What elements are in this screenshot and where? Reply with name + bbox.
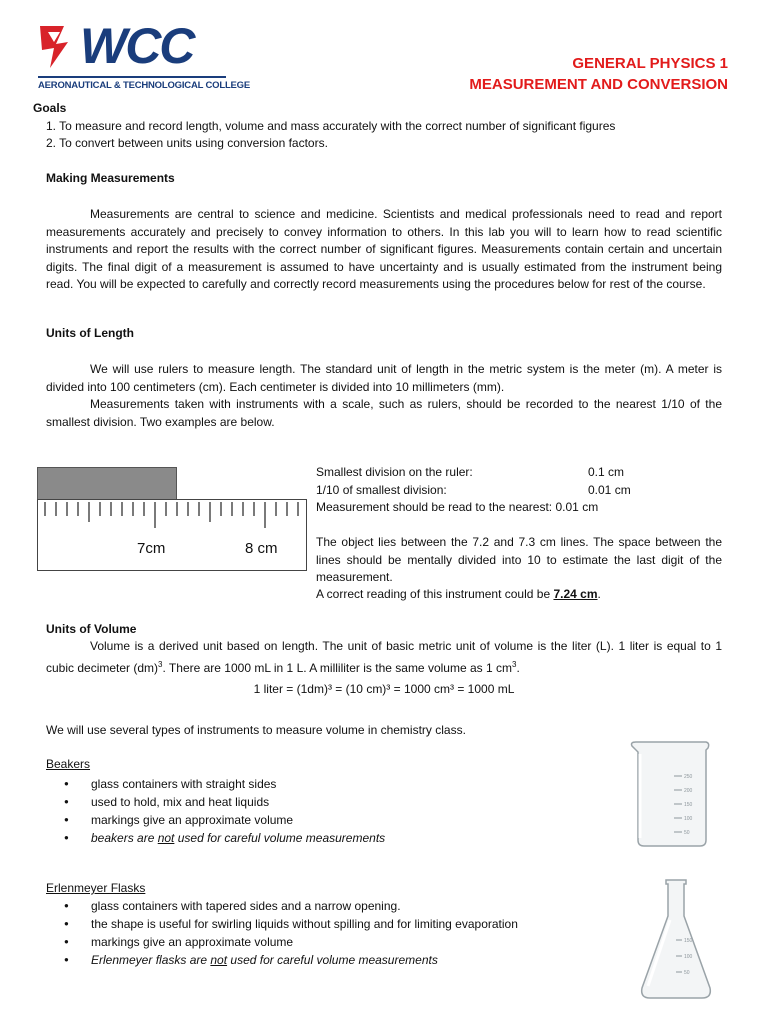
ruler-info-label-2: 1/10 of smallest division: bbox=[316, 483, 447, 497]
length-para-2: Measurements taken with instruments with a scale, such as rulers, should be recorded to the nearest 1/10 of the smallest division. Two examples are below. bbox=[46, 397, 722, 429]
page-title bbox=[469, 53, 728, 95]
svg-text:250: 250 bbox=[684, 774, 693, 780]
college-logo bbox=[38, 18, 251, 95]
flasks-heading: Erlenmeyer Flasks bbox=[46, 881, 146, 895]
beakers-heading: Beakers bbox=[46, 757, 91, 771]
ruler-figure bbox=[37, 467, 307, 572]
measured-object bbox=[37, 467, 177, 501]
making-heading: Making Measurements bbox=[46, 171, 175, 185]
svg-text:200: 200 bbox=[684, 788, 693, 794]
reading-value: 7.24 cm bbox=[553, 587, 598, 601]
ruler-reading: A correct reading of this instrument could be 7.24 cm. bbox=[316, 587, 601, 601]
goal-item-1: 1. To measure and record length, volume and mass accurately with the correct number of significant figures bbox=[46, 119, 616, 133]
volume-heading: Units of Volume bbox=[46, 622, 137, 636]
length-para-1: We will use rulers to measure length. The standard unit of length in the metric system is the meter (m). A meter is divided into 100 centimeters (cm). Each centimeter is divided into 10 millimeters (mm). bbox=[46, 362, 722, 394]
ruler-explanation: The object lies between the 7.2 and 7.3 cm lines. The space between the lines should be mentally divided into 10 to estimate the last digit of the measurement. bbox=[316, 535, 722, 584]
list-item: ● the shape is useful for swirling liquids without spilling and for limiting evaporation bbox=[46, 915, 606, 933]
svg-text:100: 100 bbox=[684, 816, 693, 822]
beaker-image bbox=[626, 740, 716, 850]
volume-paragraph: Volume is a derived unit based on length. The unit of basic metric unit of volume is the liter (L). 1 liter is equal to 1 cubic decimeter (dm)$^3$. There are 1000 mL in 1 L. A milliliter is the same volume as 1 $cm^3$. bbox=[46, 639, 722, 675]
svg-text:150: 150 bbox=[684, 802, 693, 808]
ruler-info-value-3: 0.01 cm bbox=[555, 500, 599, 514]
list-item: ● glass containers with tapered sides and a narrow opening. bbox=[46, 897, 606, 915]
length-heading: Units of Length bbox=[46, 326, 134, 340]
logo-bird-icon bbox=[38, 22, 80, 70]
list-item: ● beakers are not used for careful volume measurements bbox=[46, 829, 586, 847]
goals-heading: Goals bbox=[33, 101, 67, 115]
ruler-label-7cm: 7cm bbox=[137, 540, 166, 557]
volume-instruments-intro: We will use several types of instruments to measure volume in chemistry class. bbox=[46, 723, 466, 737]
flasks-list bbox=[46, 897, 606, 969]
ruler-info-value-2: 0.01 cm bbox=[588, 483, 631, 497]
ruler-label-8cm: 8 cm bbox=[245, 540, 278, 557]
ruler-info-value-1: 0.1 cm bbox=[588, 465, 625, 479]
logo-wordmark: WCC bbox=[80, 18, 194, 74]
ruler-info-label-1: Smallest division on the ruler: bbox=[316, 465, 473, 479]
list-item: ● markings give an approximate volume bbox=[46, 811, 586, 829]
goal-item-2: 2. To convert between units using conversion factors. bbox=[46, 136, 328, 150]
title-line-1: GENERAL PHYSICS 1 bbox=[572, 55, 728, 72]
svg-text:100: 100 bbox=[684, 954, 693, 960]
list-item: ● markings give an approximate volume bbox=[46, 933, 606, 951]
making-paragraph: Measurements are central to science and medicine. Scientists and medical professionals need to read and report measurements accurately and precisely to convey information to others. In this lab you will to learn how to read scientific instruments and report the results with the correct number of significant figures. Measurements contain certain and uncertain digits. The final digit of a measurement is assumed to have uncertainty and is usually estimated from the instrument being read. You will be expected to carefully and correctly record measurements using the procedures below for rest of the course. bbox=[46, 207, 722, 291]
svg-text:150: 150 bbox=[684, 938, 693, 944]
list-item: ● used to hold, mix and heat liquids bbox=[46, 793, 586, 811]
ruler-info-label-3: Measurement should be read to the nearest: 0.01 cm bbox=[316, 500, 599, 514]
svg-text:50: 50 bbox=[684, 830, 690, 836]
list-item: ● glass containers with straight sides bbox=[46, 775, 586, 793]
logo-subtitle: AERONAUTICAL & TECHNOLOGICAL COLLEGE bbox=[38, 80, 251, 91]
title-line-2: MEASUREMENT AND CONVERSION bbox=[469, 76, 728, 93]
beakers-list bbox=[46, 775, 586, 847]
volume-equation: 1 liter = (1dm)³ = (10 cm)³ = 1000 cm³ = 1000 mL bbox=[253, 682, 515, 696]
svg-text:50: 50 bbox=[684, 970, 690, 976]
list-item: ● Erlenmeyer flasks are not used for careful volume measurements bbox=[46, 951, 606, 969]
erlenmeyer-flask-image bbox=[636, 876, 716, 1006]
ruler-ticks bbox=[37, 500, 307, 540]
